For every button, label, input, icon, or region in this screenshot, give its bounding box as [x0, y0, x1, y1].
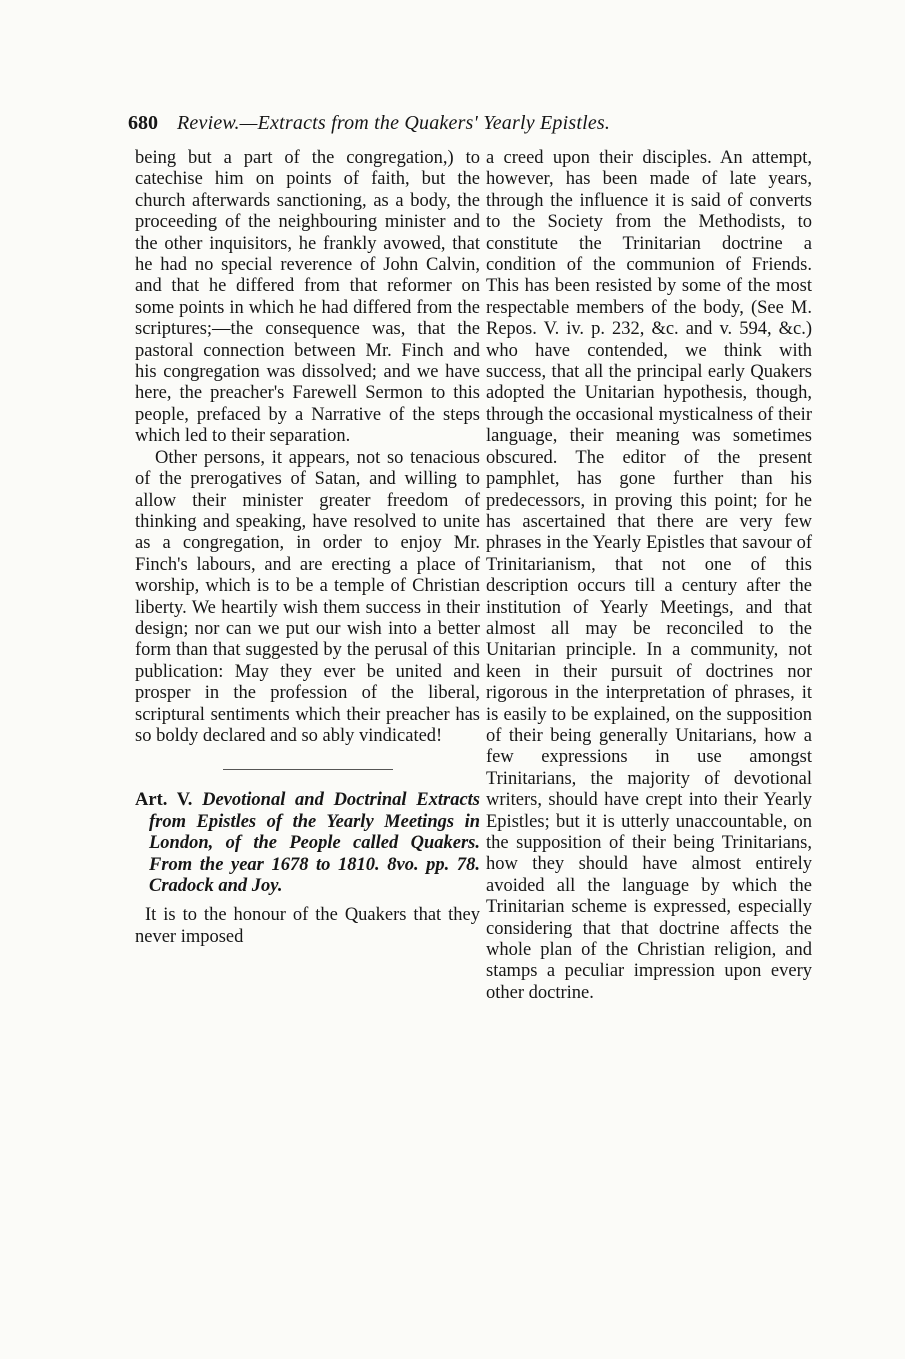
left-paragraph-2: Other persons, it appears, not so tenacious of the prerogatives of Satan, and willing to allow their minister greater freedom of thinking and speaking, have resolved to unite as a congregation, in order to enjoy Mr. Finch's labours, and are erecting a place of worship, which is to be a temple of Christian liberty. We heartily wish them success in their design; nor can we put our wish into a better form than that suggested by the perusal of this publication: May they ever be united and prosper in the profession of the liberal, scriptural sentiments which their preacher has so boldy declared and so ably vindicated!: [135, 447, 480, 746]
left-column: [135, 148, 480, 948]
article-label: Art. V.: [135, 790, 193, 811]
left-paragraph-3: It is to the honour of the Quakers that they never imposed: [135, 905, 480, 947]
running-header: [128, 112, 808, 146]
running-title: Review.—Extracts from the Quakers' Yearly Epistles.: [177, 112, 611, 134]
article-title: Devotional and Doctrinal Extracts from Epistles of the Yearly Meetings in London, of the People called Quakers. From the year 1678 to 1810. 8vo. pp. 78. Cradock and Joy.: [149, 790, 481, 896]
article-heading: [135, 790, 480, 897]
right-column: [486, 148, 812, 1004]
section-divider: [223, 769, 393, 770]
right-paragraph-1: a creed upon their disciples. An attempt, however, has been made of late years, through the influence it is said of converts to the Society from the Methodists, to constitute the Trinitarian doctrine a condition of the communion of Friends. This has been resisted by some of the most respectable members of the body, (See M. Repos. V. iv. p. 232, &c. and v. 594, &c.) who have contended, we think with success, that all the principal early Quakers adopted the Unitarian hypothesis, though, through the occasional mysticalness of their language, their meaning was sometimes obscured. The editor of the present pamphlet, has gone further than his predecessors, in proving this point; for he has ascertained that there are very few phrases in the Yearly Epistles that savour of Trinitarianism, that not one of this description occurs till a century after the institution of Yearly Meetings, and that almost all may be reconciled to the Unitarian principle. In a community, not keen in their pursuit of doctrines nor rigorous in the interpretation of phrases, it is easily to be explained, on the supposition of their being generally Unitarians, how a few expressions in use amongst Trinitarians, the majority of devotional writers, should have crept into their Yearly Epistles; but it is utterly unaccountable, on the supposition of their being Trinitarians, how they should have almost entirely avoided all the language by which the Trinitarian scheme is expressed, especially considering that that doctrine affects the whole plan of the Christian religion, and stamps a peculiar impression upon every other doctrine.: [486, 148, 812, 1003]
left-paragraph-1: being but a part of the congregation,) to catechise him on points of faith, but the church afterwards sanctioning, as a body, the proceeding of the neighbouring minister and the other inquisitors, he frankly avowed, that he had no special reverence of John Calvin, and that he differed from that reformer on some points in which he had differed from the scriptures;—the consequence was, that the pastoral connection between Mr. Finch and his congregation was dissolved; and we have here, the preacher's Farewell Sermon to this people, prefaced by a Narrative of the steps which led to their separation.: [135, 148, 480, 447]
page-number: 680: [128, 112, 158, 134]
